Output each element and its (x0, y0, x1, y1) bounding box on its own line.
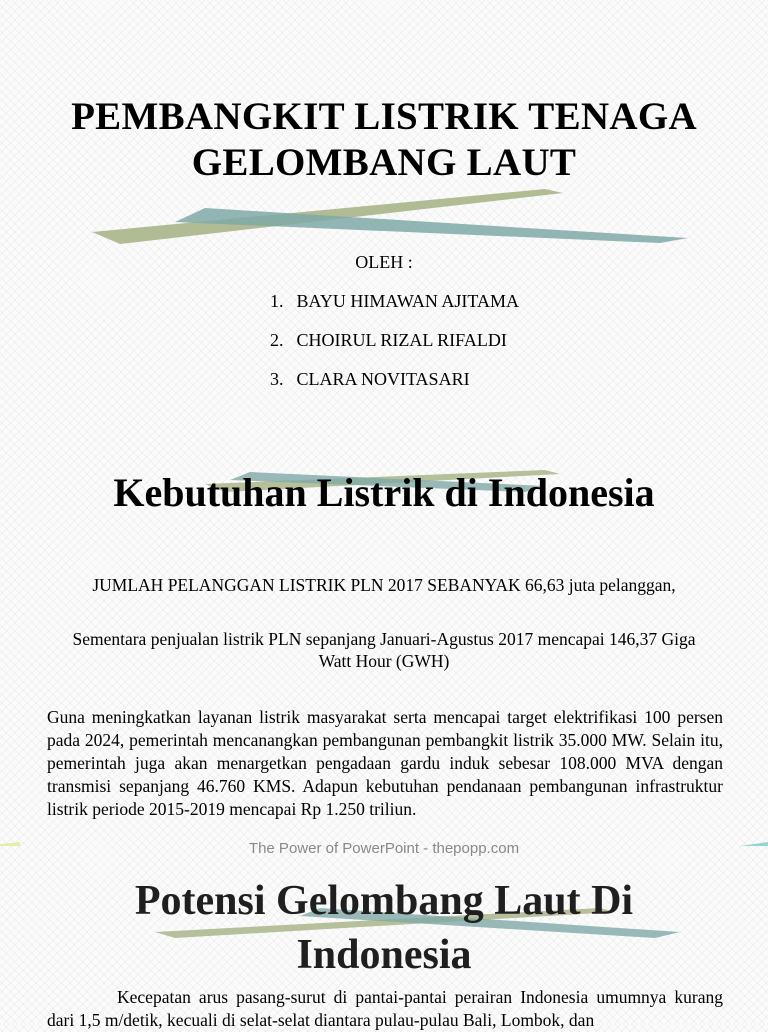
slide-kebutuhan-listrik (0, 422, 768, 857)
target-elektrifikasi-text: Guna meningkatkan layanan listrik masyarakat serta mencapai target elektrifikasi 100 persen pada 2024, pemerintah mencanangkan pembangunan pembangkit listrik 35.000 MW. Selain itu, pemerintah juga akan menargetkan pengadaan gardu induk sebesar 108.000 MVA dengan transmisi sepanjang 46.760 KMS. Adapun kebutuhan pendanaan pembangunan infrastruktur listrik periode 2015-2019 mencapai Rp 1.250 triliun. (47, 707, 723, 819)
title-line-1: PEMBANGKIT LISTRIK TENAGA (71, 95, 697, 138)
author-item: 1. BAYU HIMAWAN AJITAMA (270, 291, 519, 311)
pelanggan-text: JUMLAH PELANGGAN LISTRIK PLN 2017 SEBANYAK 66,63 juta pelanggan, (92, 575, 676, 595)
slide-title-heading (0, 94, 768, 186)
slide-potensi-gelombang (0, 846, 768, 1030)
oleh-label: OLEH : (355, 252, 413, 272)
title-line-2: Indonesia (296, 932, 472, 978)
author-item: 3. CLARA NOVITASARI (270, 369, 470, 389)
slide-heading: Kebutuhan Listrik di Indonesia (113, 470, 655, 515)
footer-credit: The Power of PowerPoint - thepopp.com (248, 840, 520, 857)
title-line-2: GELOMBANG LAUT (191, 141, 577, 184)
penjualan-text: Sementara penjualan listrik PLN sepanjang Januari-Agustus 2017 mencapai 146,37 Giga Watt Hour (GWH) (72, 629, 696, 671)
title-line-1: Potensi Gelombang Laut Di (134, 878, 634, 924)
slide-title (0, 0, 768, 422)
slide-heading (0, 874, 768, 982)
arus-pasang-surut-text: Kecepatan arus pasang-surut di pantai-pantai perairan Indonesia umumnya kurang dari 1,5 m/detik, kecuali di selat-selat diantara pulau-pulau Bali, Lombok, dan (47, 987, 723, 1030)
author-list (270, 290, 519, 407)
author-item: 2. CHOIRUL RIZAL RIFALDI (270, 330, 507, 350)
